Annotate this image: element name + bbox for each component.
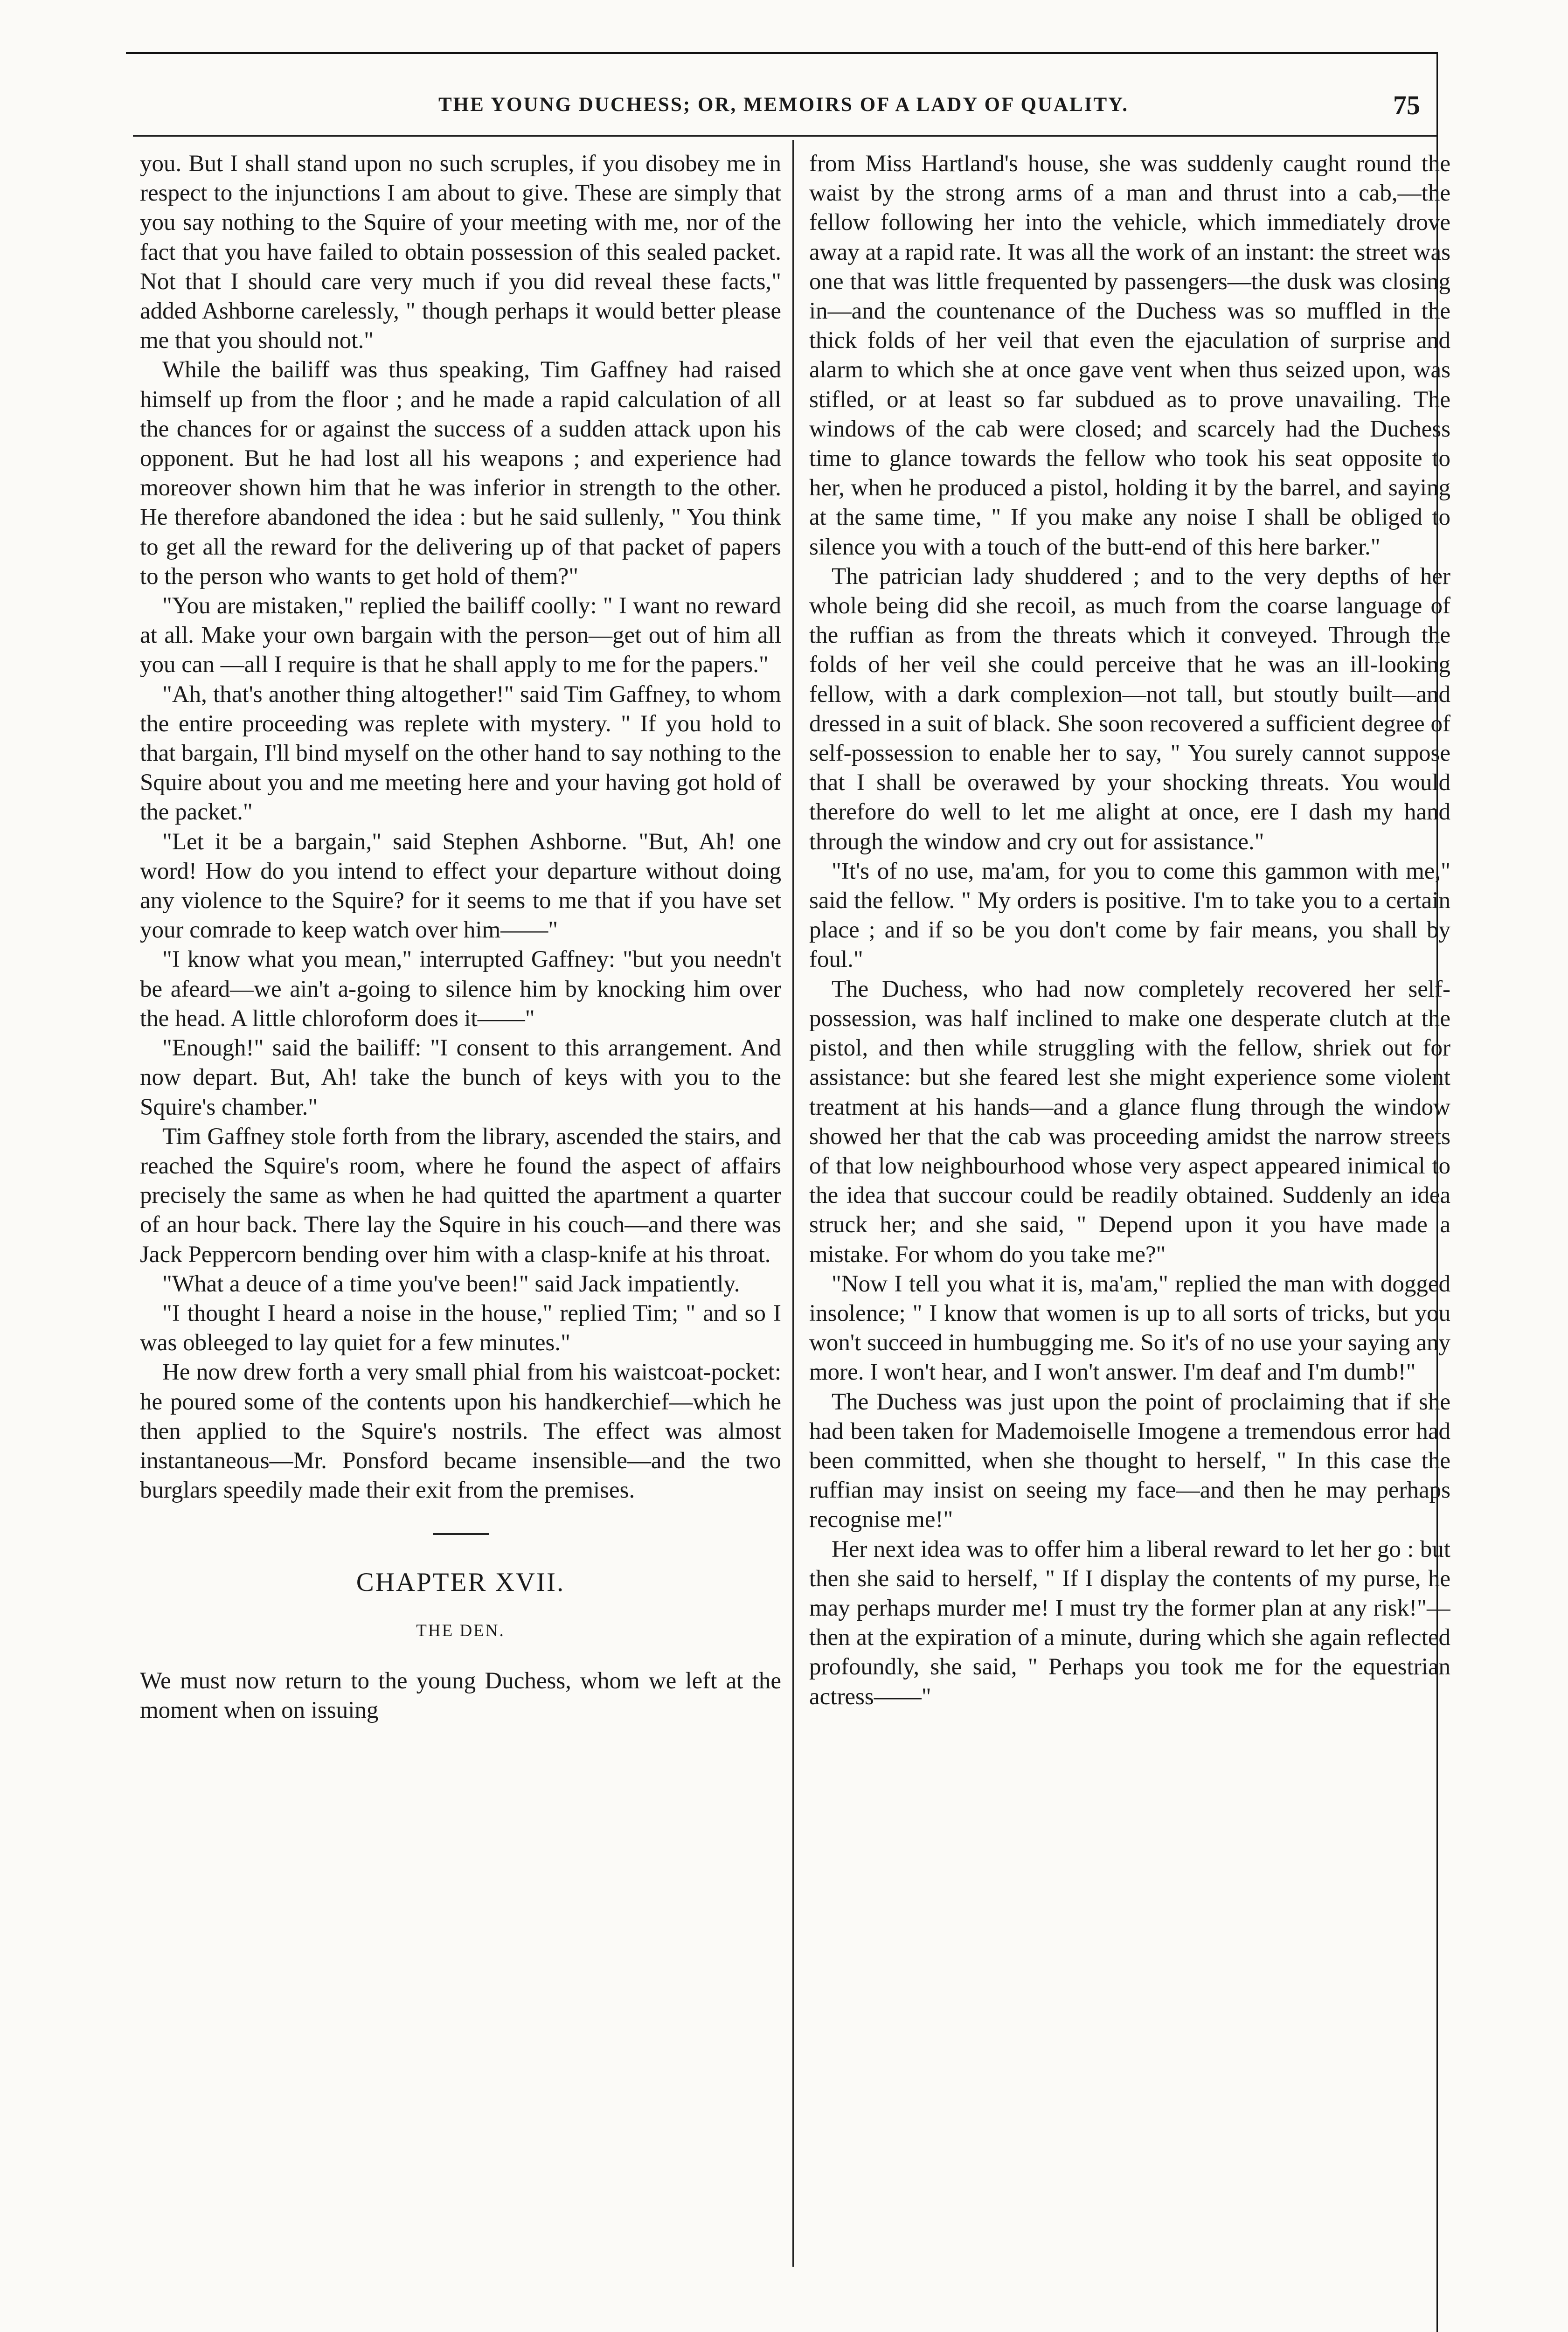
paragraph: While the bailiff was thus speaking, Tim Gaffney had raised himself up from the floor ; and he made a rapid calculation of all the chances for or against the success of a sudden attack upon his opponent. But he had lost all his weapons ; and experience had moreover shown him that he was inferior in strength to the other. He therefore abandoned the idea : but he said sullenly, " You think to get all the reward for the delivering up of that packet of papers to the person who wants to get hold of them?" (140, 357, 781, 590)
paragraph: from Miss Hartland's house, she was suddenly caught round the waist by the strong arms of a man and thrust into a cab,—the fellow following her into the vehicle, which immediately drove away at a rapid rate. It was all the work of an instant: the street was one that was little frequented by passengers—the dusk was closing in—and the countenance of the Duchess was so muffled in the thick folds of her veil that even the ejaculation of surprise and alarm to which she at once gave vent when thus seized upon, was stifled, or at least so far subdued as to prove unavailing. The windows of the cab were closed; and scarcely had the Duchess time to glance towards the fellow who took his seat opposite to her, when he produced a pistol, holding it by the barrel, and saying at the same time, " If you make any noise I shall be obliged to silence you with a touch of the butt-end of this here barker." (809, 151, 1450, 560)
column-divider (792, 140, 794, 2267)
paragraph: We must now return to the young Duchess, whom we left at the moment when on issuing (140, 1667, 781, 1723)
paragraph: Tim Gaffney stole forth from the library, ascended the stairs, and reached the Squire's room, where he found the aspect of affairs precisely the same as when he had quitted the apartment a quarter of an hour back. There lay the Squire in his couch—and there was Jack Peppercorn bending over him with a clasp-knife at his throat. (140, 1123, 781, 1268)
paragraph: Her next idea was to offer him a liberal reward to let her go : but then she said to herself, " If I display the contents of my purse, he may perhaps murder me! I must try the former plan at any risk!"—then at the expiration of a minute, during which she again reflected profoundly, she said, " Perhaps you took me for the equestrian actress——" (809, 1536, 1450, 1710)
paragraph: "Now I tell you what it is, ma'am," replied the man with dogged insolence; " I know that women is up to all sorts of tricks, but you won't succeed in humbugging me. So it's of no use your saying any more. I won't hear, and I won't answer. I'm deaf and I'm dumb!" (809, 1270, 1450, 1386)
section-ornament-rule (433, 1533, 489, 1535)
paragraph: "Let it be a bargain," said Stephen Ashborne. "But, Ah! one word! How do you intend to effect your departure without doing any violence to the Squire? for it seems to me that if you have set your comrade to keep watch over him——" (140, 828, 781, 944)
paragraph: "What a deuce of a time you've been!" said Jack impatiently. (162, 1270, 740, 1297)
paragraph: you. But I shall stand upon no such scruples, if you disobey me in respect to the injunctions I am about to give. These are simply that you say nothing to the Squire of your meeting with me, nor of the fact that you have failed to obtain possession of this sealed packet. Not that I should care very much if you did reveal these facts," added Ashborne carelessly, " though perhaps it would better please me that you should not." (140, 151, 781, 354)
paragraph: "Enough!" said the bailiff: "I consent to this arrangement. And now depart. But, Ah! take the bunch of keys with you to the Squire's chamber." (140, 1035, 781, 1120)
paragraph: The Duchess, who had now completely recovered her self-possession, was half inclined to make one desperate clutch at the pistol, and then while struggling with the fellow, shriek out for assistance: but she feared lest she might experience some violent treatment at his hands—and a glance flung through the window showed her that the cab was proceeding amidst the narrow streets of that low neighbourhood whose very aspect appeared inimical to the idea that succour could be readily obtained. Suddenly an idea struck her; and she said, " Depend upon it you have made a mistake. For whom do you take me?" (809, 976, 1450, 1268)
right-column (809, 149, 1450, 2313)
chapter-subtitle: THE DEN. (416, 1621, 505, 1640)
paragraph: The patrician lady shuddered ; and to the very depths of her whole being did she recoil, as much from the coarse language of the ruffian as from the threats which it conveyed. Through the folds of her veil she could perceive that he was an ill-looking fellow, with a dark complexion—not tall, but stoutly built—and dressed in a suit of black. She soon recovered a sufficient degree of self-possession to enable her to say, " You surely cannot suppose that I shall be overawed by your shocking threats. You would therefore do well to let me alight at once, ere I dash my hand through the window and cry out for assistance." (809, 563, 1450, 855)
paragraph: "I know what you mean," interrupted Gaffney: "but you needn't be afeard—we ain't a-going to silence him by knocking him over the head. A little chloroform does it——" (140, 946, 781, 1032)
page-number: 75 (1393, 90, 1420, 120)
left-column (140, 149, 781, 2313)
header-rule (133, 135, 1436, 137)
paragraph: The Duchess was just upon the point of proclaiming that if she had been taken for Mademoiselle Imogene a tremendous error had been committed, when she thought to herself, " In this case the ruffian may insist on seeing my face—and then he may perhaps recognise me!" (809, 1388, 1450, 1533)
paragraph: He now drew forth a very small phial from his waistcoat-pocket: he poured some of the contents upon his handkerchief—which he then applied to the Squire's nostrils. The effect was almost instantaneous—Mr. Ponsford became insensible—and the two burglars speedily made their exit from the premises. (140, 1359, 781, 1504)
chapter-title: CHAPTER XVII. (356, 1568, 565, 1597)
paragraph: "Ah, that's another thing altogether!" said Tim Gaffney, to whom the entire proceeding was replete with mystery. " If you hold to that bargain, I'll bind myself on the other hand to say nothing to the Squire about you and me meeting here and your having got hold of the packet." (140, 681, 781, 826)
paragraph: "I thought I heard a noise in the house," replied Tim; " and so I was obleeged to lay quiet for a few minutes." (140, 1300, 781, 1356)
paragraph: "It's of no use, ma'am, for you to come this gammon with me," said the fellow. " My orders is positive. I'm to take you to a certain place ; and if so be you don't come by fair means, you shall by foul." (809, 858, 1450, 973)
running-head (133, 90, 1434, 135)
running-title: THE YOUNG DUCHESS; OR, MEMOIRS OF A LADY OF QUALITY. (438, 94, 1129, 116)
paragraph: "You are mistaken," replied the bailiff coolly: " I want no reward at all. Make your own bargain with the person—get out of him all you can —all I require is that he shall apply to me for the papers." (140, 593, 781, 678)
